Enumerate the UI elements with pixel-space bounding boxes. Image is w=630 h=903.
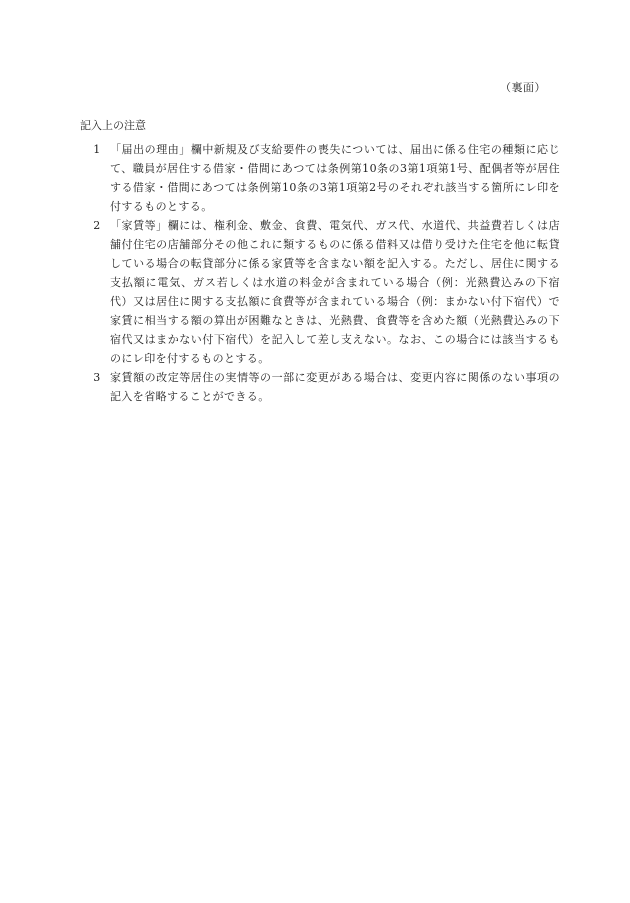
- note-item: [80, 140, 560, 216]
- reverse-side-label: （裏面）: [500, 81, 546, 94]
- note-text: 「家賃等」欄には、権利金、敷金、食費、電気代、ガス代、水道代、共益費若しくは店舗付住宅の店舗部分その他これに類するものに係る借料又は借り受けた住宅を他に転貸している場合の転貸部分に係る家賃等を含まない額を記入する。ただし、居住に関する支払額に電気、ガス若しくは水道の料金が含まれている場合（例：光熱費込みの下宿代）又は居住に関する支払額に食費等が含まれている場合（例：まかない付下宿代）で家賃に相当する額の算出が困難なときは、光熱費、食費等を含めた額（光熱費込みの下宿代又はまかない付下宿代）を記入して差し支えない。なお、この場合には該当するものにレ印を付するものとする。: [110, 219, 560, 365]
- note-item: [80, 368, 560, 406]
- note-item: [80, 216, 560, 368]
- note-text: 「届出の理由」欄中新規及び支給要件の喪失については、届出に係る住宅の種類に応じて、職員が居住する借家・借間にあつては条例第10条の3第1項第1号、配偶者等が居住する借家・借間にあつては条例第10条の3第1項第2号のそれぞれ該当する箇所にレ印を付するものとする。: [110, 143, 560, 213]
- note-number: 2: [93, 219, 101, 232]
- note-text: 家賃額の改定等居住の実情等の一部に変更がある場合は、変更内容に関係のない事項の記入を省略することができる。: [110, 371, 560, 403]
- notes-heading: 記入上の注意: [80, 119, 146, 132]
- note-number: 3: [93, 371, 101, 384]
- notes-section: [80, 118, 560, 406]
- note-number: 1: [93, 143, 101, 156]
